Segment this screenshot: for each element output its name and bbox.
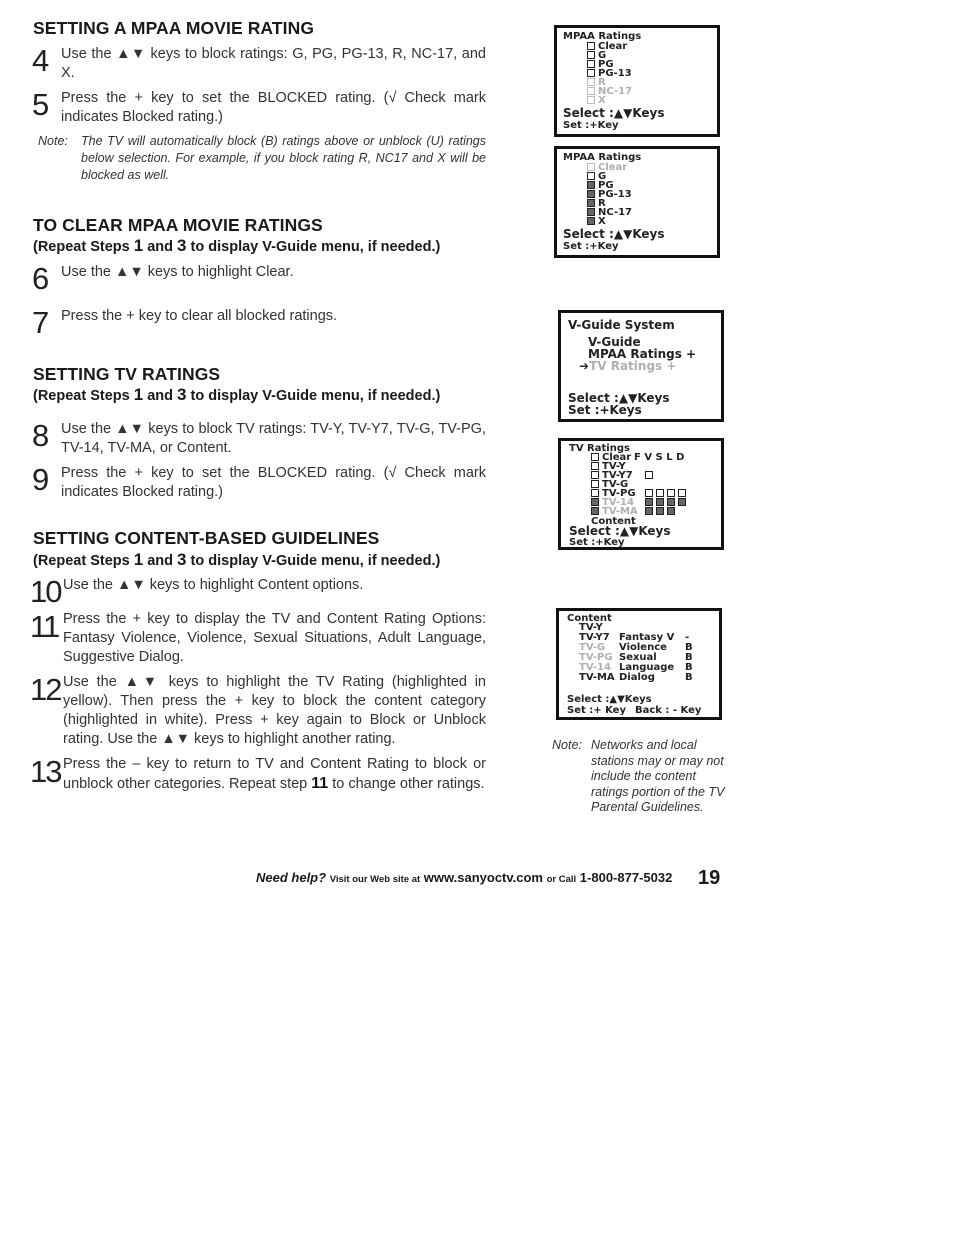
checkbox-checked-icon	[667, 507, 675, 515]
step-9-text: Press the + key to set the BLOCKED rating. (√ Check mark indicates Blocked rating.)	[61, 465, 486, 500]
checkbox-icon	[587, 78, 595, 86]
step-5-text: Press the + key to set the BLOCKED rating. (√ Check mark indicates Blocked rating.)	[61, 90, 486, 125]
category-sexual: Sexual	[619, 652, 657, 663]
screen-select-hint: Select :▲▼Keys	[563, 106, 665, 120]
category-fantasy-violence: Fantasy V	[619, 632, 675, 643]
checkbox-icon	[587, 163, 595, 171]
checkbox-checked-icon	[645, 507, 653, 515]
checkbox-icon	[591, 471, 599, 479]
menu-item-clear: Clear	[587, 42, 627, 52]
category-dialog: Dialog	[619, 672, 655, 683]
checkbox-icon	[645, 489, 653, 497]
section-title-content-guidelines: SETTING CONTENT-BASED GUIDELINES	[33, 528, 380, 548]
step-number-6: 6	[32, 261, 48, 296]
checkbox-icon	[667, 489, 675, 497]
step-number-13: 13	[30, 754, 61, 789]
step-13-text: Press the – key to return to TV and Content Rating to block or unblock other categories. Repeat step 11 to change other ratings.	[63, 756, 486, 792]
menu-item-tv-y: TV-Y	[591, 462, 626, 472]
category-violence: Violence	[619, 642, 667, 653]
checkbox-icon	[587, 87, 595, 95]
checkbox-checked-icon	[587, 190, 595, 198]
menu-item-tv-g: TV-G	[591, 480, 628, 490]
content-columns-header: F V S L D	[634, 452, 685, 463]
category-language: Language	[619, 662, 675, 673]
menu-item-x: X	[587, 96, 606, 106]
checkbox-checked-icon	[656, 498, 664, 506]
screen-set-hint: Set :+Key	[563, 120, 619, 131]
screen-select-hint: Select :▲▼Keys	[568, 391, 670, 405]
row-tv-14: TV-14	[579, 662, 611, 673]
checkbox-checked-icon	[667, 498, 675, 506]
menu-item-vguide: V-Guide	[588, 335, 641, 349]
step-number-10: 10	[30, 574, 61, 609]
screen-title: MPAA Ratings	[563, 31, 642, 42]
menu-item-nc17: NC-17	[587, 87, 632, 97]
step-number-5: 5	[32, 87, 48, 122]
screen-set-hint: Set :+Key	[569, 537, 625, 548]
screen-select-hint: Select :▲▼Keys	[569, 524, 671, 538]
footer-help-line: Need help? Visit our Web site at www.sanyoctv.com or Call 1-800-877-5032	[256, 870, 673, 885]
phone-number: 1-800-877-5032	[579, 870, 673, 885]
checkbox-checked-icon	[645, 498, 653, 506]
screen-select-hint: Select :▲▼Keys	[563, 227, 665, 241]
menu-item-tv-y7: TV-Y7	[591, 471, 633, 481]
value-fantasy-violence: -	[685, 632, 690, 643]
section-title-tv-ratings: SETTING TV RATINGS	[33, 364, 221, 384]
screen-set-hint: Set :+ Key	[567, 705, 626, 716]
row-tv-y: TV-Y	[579, 622, 603, 633]
arrow-right-icon: ➜	[579, 359, 590, 373]
step-10-text: Use the ▲▼ keys to highlight Content options.	[63, 577, 364, 593]
note-text: The TV will automatically block (B) ratings above or unblock (U) ratings below selection. For example, if you block rating R, NC17 and X will be blocked as well.	[81, 134, 486, 182]
section-title-clear-mpaa: TO CLEAR MPAA MOVIE RATINGS	[33, 215, 323, 235]
checkbox-icon	[678, 489, 686, 497]
step-12-text: Use the ▲▼ keys to highlight the TV Rating (highlighted in yellow). Then press the + key to block the content category (highlighted in white). Press + key again to Block or Unblock rating. Use the ▲▼ keys to highlight another rating.	[63, 674, 486, 747]
step-11-text: Press the + key to display the TV and Content Rating Options: Fantasy Violence, Violence, Sexual Situations, Adult Language, Suggestive Dialog.	[63, 611, 486, 665]
menu-item-tv-14: TV-14	[591, 498, 634, 508]
checkbox-icon	[587, 172, 595, 180]
side-note-text: Networks and local stations may or may not include the content ratings portion of the TV Parental Guidelines.	[591, 738, 725, 814]
row-tv-y7: TV-Y7	[579, 632, 610, 643]
note-label: Note:	[38, 134, 68, 148]
screen-set-hint: Set :+Key	[563, 241, 619, 252]
menu-item-nc17: NC-17	[587, 208, 632, 218]
checkbox-checked-icon	[656, 507, 664, 515]
screen-title: TV Ratings	[569, 443, 630, 454]
step-number-11: 11	[30, 609, 59, 644]
checkbox-icon	[591, 489, 599, 497]
section-subtitle: (Repeat Steps 1 and 3 to display V-Guide menu, if needed.)	[33, 385, 441, 404]
step-6-text: Use the ▲▼ keys to highlight Clear.	[61, 264, 294, 280]
value-violence: B	[685, 642, 693, 653]
menu-item-x: X	[587, 217, 606, 227]
step-8-text: Use the ▲▼ keys to block TV ratings: TV-Y, TV-Y7, TV-G, TV-PG, TV-14, TV-MA, or Content.	[61, 421, 486, 456]
checkbox-checked-icon	[587, 208, 595, 216]
value-sexual: B	[685, 652, 693, 663]
menu-item-clear: Clear	[591, 453, 631, 463]
value-language: B	[685, 662, 693, 673]
checkbox-icon	[591, 462, 599, 470]
menu-item-tv-ratings: ➜TV Ratings +	[579, 359, 677, 373]
screen-title: Content	[567, 613, 612, 624]
step-number-12: 12	[30, 672, 61, 707]
step-7-text: Press the + key to clear all blocked ratings.	[61, 308, 338, 324]
checkbox-icon	[587, 60, 595, 68]
section-subtitle: (Repeat Steps 1 and 3 to display V-Guide menu, if needed.)	[33, 550, 441, 569]
menu-item-pg: PG	[587, 181, 614, 191]
menu-item-tv-pg: TV-PG	[591, 489, 636, 499]
checkbox-icon	[587, 51, 595, 59]
menu-item-content: Content	[591, 516, 636, 527]
page-number: 19	[698, 867, 721, 889]
menu-item-g: G	[587, 172, 606, 182]
tv-screen-mpaa-ratings-blocked	[554, 146, 720, 258]
menu-item-r: R	[587, 78, 606, 88]
tv-screen-mpaa-ratings	[554, 25, 720, 137]
tv-screen-content	[556, 608, 722, 720]
checkbox-icon	[587, 96, 595, 104]
row-tv-pg: TV-PG	[579, 652, 613, 663]
checkbox-checked-icon	[587, 217, 595, 225]
website-link[interactable]: www.sanyoctv.com	[423, 870, 543, 885]
value-dialog: B	[685, 672, 693, 683]
screen-title: MPAA Ratings	[563, 152, 642, 163]
menu-item-pg: PG	[587, 60, 614, 70]
step-4-text: Use the ▲▼ keys to block ratings: G, PG, PG-13, R, NC-17, and X.	[61, 46, 486, 81]
checkbox-checked-icon	[591, 507, 599, 515]
menu-item-r: R	[587, 199, 606, 209]
screen-back-hint: Back : - Key	[635, 705, 702, 716]
row-tv-ma: TV-MA	[579, 672, 615, 683]
step-number-7: 7	[32, 305, 48, 340]
screen-title: V-Guide System	[568, 318, 675, 332]
checkbox-checked-icon	[591, 498, 599, 506]
checkbox-checked-icon	[587, 199, 595, 207]
checkbox-icon	[656, 489, 664, 497]
step-number-8: 8	[32, 418, 48, 453]
side-note-label: Note:	[552, 738, 582, 752]
checkbox-checked-icon	[678, 498, 686, 506]
screen-set-hint: Set :+Keys	[568, 403, 642, 417]
tv-screen-tv-ratings	[558, 438, 724, 550]
checkbox-icon	[587, 42, 595, 50]
screen-select-hint: Select :▲▼Keys	[567, 694, 652, 705]
checkbox-icon	[591, 480, 599, 488]
tv-screen-vguide-system	[558, 310, 724, 422]
menu-item-pg13: PG-13	[587, 69, 632, 79]
checkbox-icon	[591, 453, 599, 461]
menu-item-mpaa-ratings: MPAA Ratings +	[588, 347, 697, 361]
row-tv-g: TV-G	[579, 642, 606, 653]
menu-item-pg13: PG-13	[587, 190, 632, 200]
section-subtitle: (Repeat Steps 1 and 3 to display V-Guide menu, if needed.)	[33, 236, 441, 255]
checkbox-checked-icon	[587, 181, 595, 189]
menu-item-clear: Clear	[587, 163, 627, 173]
section-title-mpaa-rating: SETTING A MPAA MOVIE RATING	[33, 18, 315, 38]
step-number-9: 9	[32, 462, 48, 497]
step-number-4: 4	[32, 43, 48, 78]
menu-item-tv-ma: TV-MA	[591, 507, 638, 517]
menu-item-g: G	[587, 51, 606, 61]
checkbox-icon	[645, 471, 653, 479]
checkbox-icon	[587, 69, 595, 77]
